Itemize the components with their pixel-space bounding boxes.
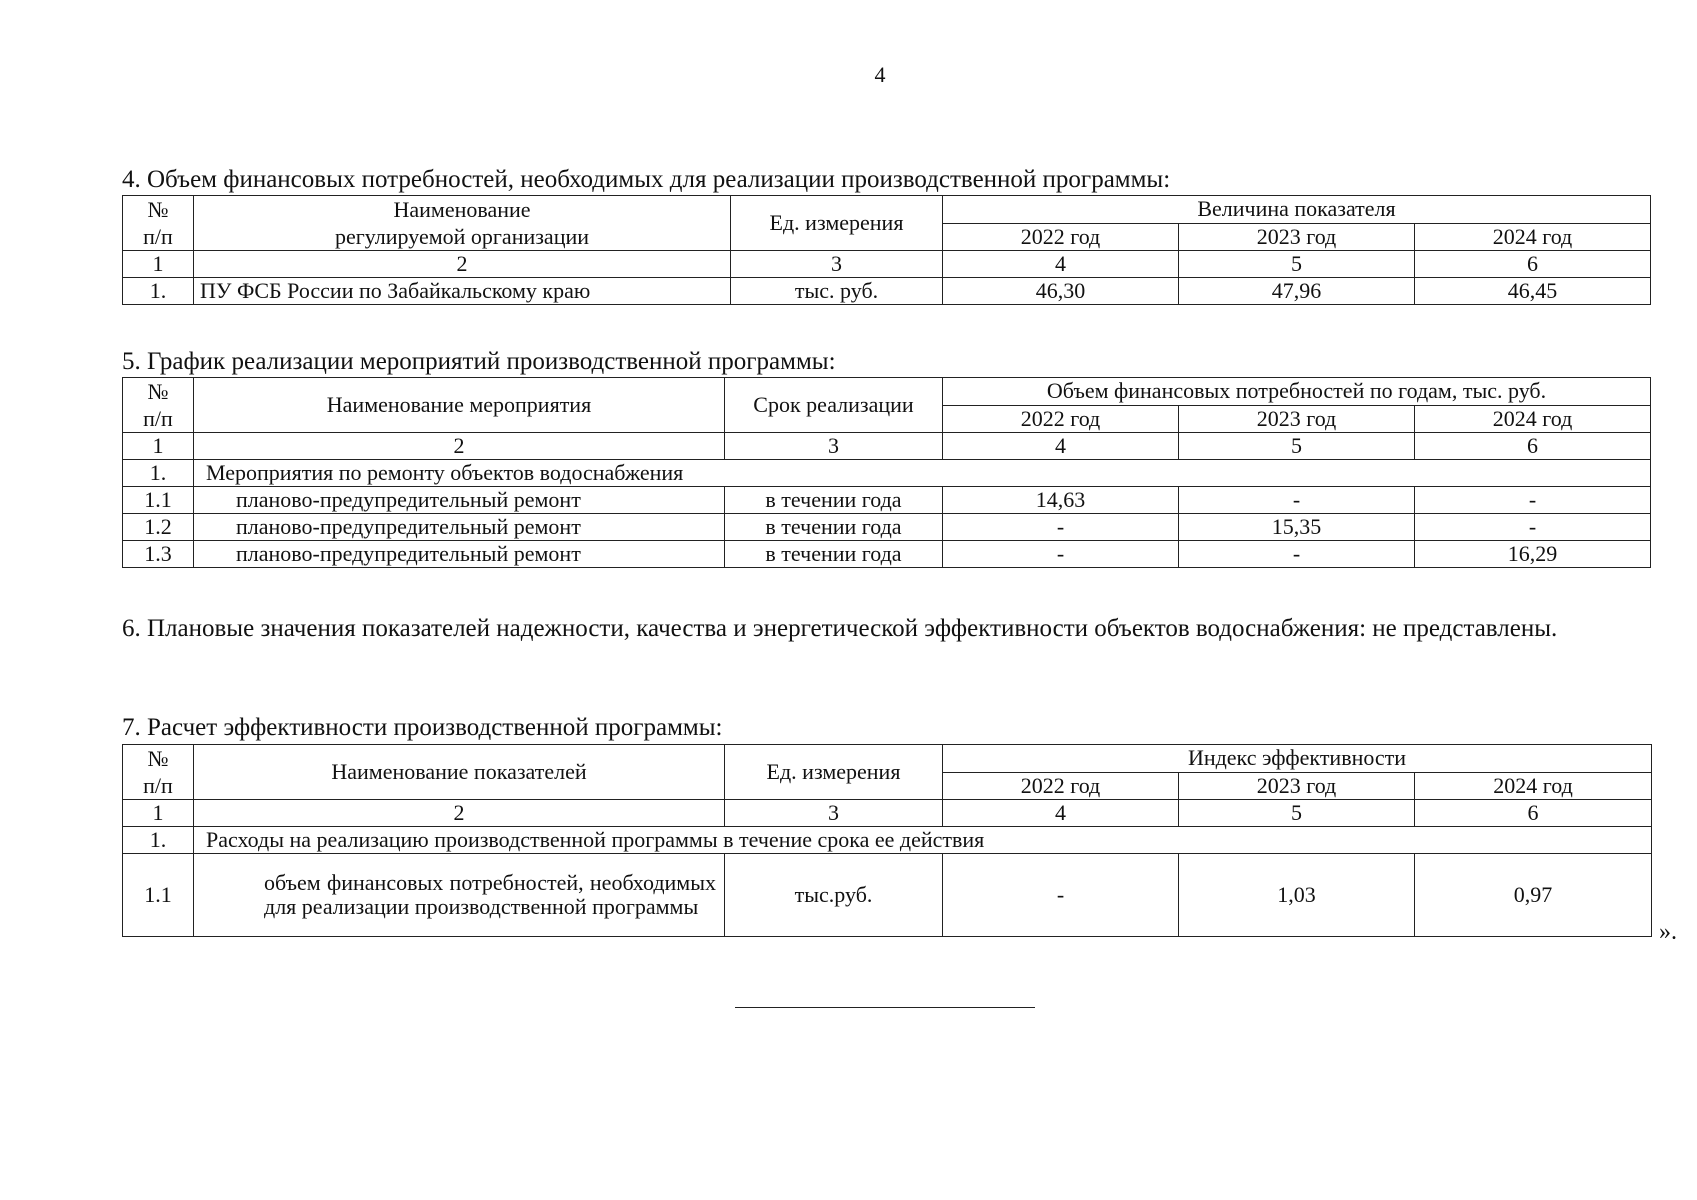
col-header-year: 2023 год [1179, 405, 1415, 433]
col-header-year: 2022 год [943, 223, 1179, 251]
col-number: 1 [123, 433, 194, 460]
col-number: 4 [943, 433, 1179, 460]
value-cell: - [1415, 514, 1651, 541]
indicator-cell [194, 854, 725, 937]
activity-name: планово-предупредительный ремонт [194, 541, 725, 568]
col-number: 2 [194, 433, 725, 460]
section-5-title: 5. График реализации мероприятий производственной программы: [122, 348, 836, 375]
col-number: 5 [1179, 433, 1415, 460]
indicator-name: объем финансовых потребностей, необходимых для реализации производственной программы [264, 870, 716, 919]
col-header-group: Величина показателя [943, 196, 1651, 224]
term-cell: в течении года [725, 487, 943, 514]
col-number: 3 [731, 251, 943, 278]
value-cell: - [1179, 487, 1415, 514]
group-row [123, 460, 1651, 487]
row-num: 1. [123, 827, 194, 854]
col-header-num: № п/п [123, 196, 194, 251]
value-cell: 1,03 [1179, 854, 1415, 937]
section-6-paragraph: 6. Плановые значения показателей надежности, качества и энергетической эффективности объектов водоснабжения: не представлены. [122, 615, 1558, 642]
page-number: 4 [874, 62, 886, 87]
row-num: 1. [123, 278, 194, 305]
col-number: 1 [123, 800, 194, 827]
table-row [123, 487, 1651, 514]
value-cell: 0,97 [1415, 854, 1652, 937]
value-cell: - [1179, 541, 1415, 568]
col-header-year: 2022 год [943, 405, 1179, 433]
col-number: 3 [725, 800, 943, 827]
activity-name: планово-предупредительный ремонт [194, 487, 725, 514]
activity-name: планово-предупредительный ремонт [194, 514, 725, 541]
row-num: 1.3 [123, 541, 194, 568]
row-num: 1.2 [123, 514, 194, 541]
group-row [123, 827, 1652, 854]
table-row [123, 541, 1651, 568]
col-header-year: 2022 год [943, 772, 1179, 800]
col-header-year: 2024 год [1415, 223, 1651, 251]
section-5-table [122, 377, 1651, 568]
col-header-group: Индекс эффективности [943, 745, 1652, 773]
organization-name: ПУ ФСБ России по Забайкальскому краю [194, 278, 731, 305]
col-header-num: № п/п [123, 745, 194, 800]
col-number: 4 [943, 800, 1179, 827]
value-cell: 46,45 [1415, 278, 1651, 305]
value-cell: 46,30 [943, 278, 1179, 305]
term-cell: в течении года [725, 514, 943, 541]
col-number: 5 [1179, 251, 1415, 278]
section-4-table [122, 195, 1651, 305]
value-cell: 14,63 [943, 487, 1179, 514]
row-num: 1.1 [123, 854, 194, 937]
value-cell: - [943, 854, 1179, 937]
unit-cell: тыс. руб. [731, 278, 943, 305]
closing-quote: ». [1659, 919, 1677, 945]
col-header-unit: Ед. измерения [725, 745, 943, 800]
value-cell: 47,96 [1179, 278, 1415, 305]
group-label: Мероприятия по ремонту объектов водоснабжения [194, 460, 1651, 487]
col-header-term: Срок реализации [725, 378, 943, 433]
col-header-num: № п/п [123, 378, 194, 433]
col-header-name: Наименование регулируемой организации [194, 196, 731, 251]
footer-rule [735, 1007, 1035, 1008]
col-number: 6 [1415, 251, 1651, 278]
col-header-unit: Ед. измерения [731, 196, 943, 251]
value-cell: 15,35 [1179, 514, 1415, 541]
col-header-year: 2023 год [1179, 223, 1415, 251]
col-header-name: Наименование показателей [194, 745, 725, 800]
col-header-name: Наименование мероприятия [194, 378, 725, 433]
col-number: 4 [943, 251, 1179, 278]
col-number: 2 [194, 251, 731, 278]
row-num: 1.1 [123, 487, 194, 514]
col-header-year: 2024 год [1415, 405, 1651, 433]
value-cell: - [1415, 487, 1651, 514]
col-number: 6 [1415, 433, 1651, 460]
col-number: 1 [123, 251, 194, 278]
section-7-table [122, 744, 1652, 937]
col-header-year: 2023 год [1179, 772, 1415, 800]
table-row [123, 854, 1652, 937]
col-header-year: 2024 год [1415, 772, 1652, 800]
section-4-title: 4. Объем финансовых потребностей, необходимых для реализации производственной программы: [122, 166, 1171, 193]
table-row [123, 278, 1651, 305]
table-row [123, 514, 1651, 541]
col-number: 6 [1415, 800, 1652, 827]
row-num: 1. [123, 460, 194, 487]
value-cell: - [943, 541, 1179, 568]
value-cell: 16,29 [1415, 541, 1651, 568]
value-cell: - [943, 514, 1179, 541]
col-number: 3 [725, 433, 943, 460]
group-label: Расходы на реализацию производственной программы в течение срока ее действия [194, 827, 1652, 854]
col-number: 5 [1179, 800, 1415, 827]
unit-cell: тыс.руб. [725, 854, 943, 937]
term-cell: в течении года [725, 541, 943, 568]
section-7-title: 7. Расчет эффективности производственной программы: [122, 714, 723, 741]
col-header-group: Объем финансовых потребностей по годам, тыс. руб. [943, 378, 1651, 406]
col-number: 2 [194, 800, 725, 827]
